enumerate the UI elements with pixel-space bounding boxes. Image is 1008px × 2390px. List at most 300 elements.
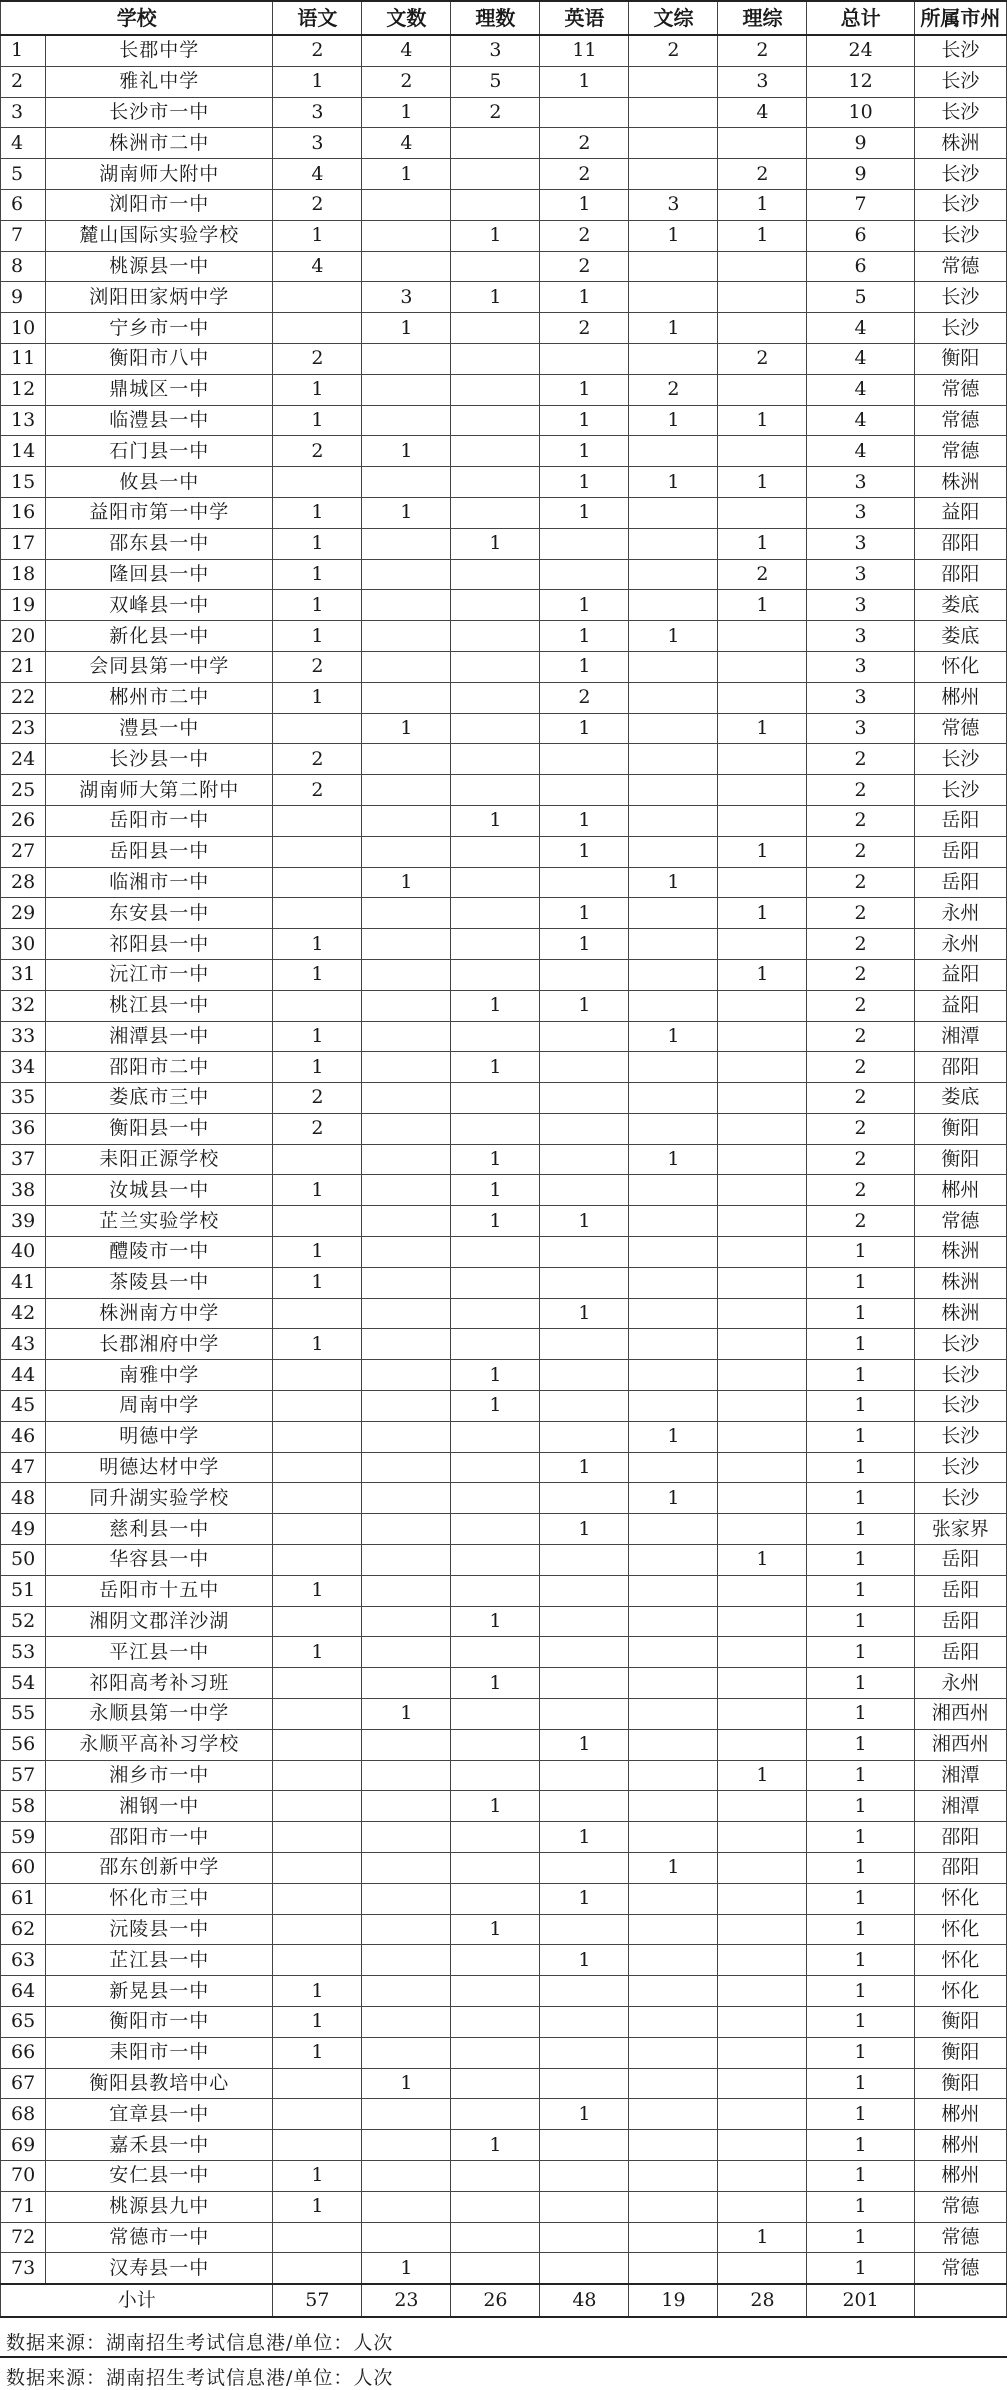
score-science-comprehensive [718,497,807,528]
score-science-comprehensive: 1 [718,528,807,559]
score-science-comprehensive [718,1452,807,1483]
score-science-math [451,1021,540,1052]
table-row [1,1545,1007,1576]
row-total: 1 [807,1237,914,1268]
score-english [540,1699,629,1730]
score-english [540,1360,629,1391]
row-total: 4 [807,313,914,344]
score-science-comprehensive [718,1206,807,1237]
score-chinese: 1 [273,590,362,621]
score-liberal-comprehensive [629,559,718,590]
score-chinese [273,1144,362,1175]
school-name: 常德市一中 [46,2222,273,2253]
row-number: 63 [1,1945,46,1976]
school-name: 芷江县一中 [46,1945,273,1976]
score-science-comprehensive [718,1237,807,1268]
score-english [540,1668,629,1699]
city-name: 怀化 [914,1976,1006,2007]
score-science-comprehensive [718,436,807,467]
city-name: 娄底 [914,590,1006,621]
score-english: 1 [540,282,629,313]
score-liberal-math [362,775,451,806]
school-name: 邵阳市二中 [46,1052,273,1083]
row-total: 2 [807,867,914,898]
score-liberal-math [362,1021,451,1052]
school-name: 邵阳市一中 [46,1822,273,1853]
score-science-comprehensive: 2 [718,35,807,66]
row-number: 71 [1,2191,46,2222]
score-english [540,1391,629,1422]
score-science-math [451,467,540,498]
school-name: 麓山国际实验学校 [46,220,273,251]
table-row [1,313,1007,344]
row-number: 56 [1,1729,46,1760]
school-name: 衡阳市一中 [46,2007,273,2038]
school-name: 醴陵市一中 [46,1237,273,1268]
row-number: 69 [1,2130,46,2161]
school-name: 岳阳市十五中 [46,1575,273,1606]
score-liberal-math [362,621,451,652]
score-science-comprehensive [718,2068,807,2099]
school-name: 岳阳市一中 [46,805,273,836]
city-name: 邵阳 [914,1853,1006,1884]
score-liberal-math [362,990,451,1021]
score-liberal-comprehensive [629,1699,718,1730]
score-chinese: 2 [273,1083,362,1114]
row-total: 3 [807,559,914,590]
score-liberal-math [362,1452,451,1483]
score-liberal-comprehensive [629,2130,718,2161]
score-liberal-comprehensive [629,2037,718,2068]
score-chinese [273,898,362,929]
subtotal-cell: 57 [273,2284,362,2317]
row-total: 1 [807,2222,914,2253]
score-liberal-math: 2 [362,66,451,97]
score-english: 1 [540,405,629,436]
school-name: 明德中学 [46,1421,273,1452]
score-liberal-math: 1 [362,313,451,344]
score-science-math [451,2007,540,2038]
score-chinese: 4 [273,251,362,282]
score-chinese: 1 [273,1267,362,1298]
score-chinese [273,990,362,1021]
score-liberal-comprehensive [629,528,718,559]
score-science-math [451,1575,540,1606]
score-chinese [273,2253,362,2284]
score-liberal-math [362,1914,451,1945]
score-science-math: 1 [451,2130,540,2161]
score-science-comprehensive [718,1329,807,1360]
score-science-math: 2 [451,97,540,128]
city-name: 衡阳 [914,2037,1006,2068]
score-chinese [273,805,362,836]
score-science-math [451,436,540,467]
score-chinese: 1 [273,1052,362,1083]
score-liberal-math: 4 [362,35,451,66]
score-liberal-comprehensive [629,1175,718,1206]
score-science-math [451,1883,540,1914]
score-science-math: 1 [451,1914,540,1945]
score-science-comprehensive [718,1052,807,1083]
row-total: 2 [807,990,914,1021]
score-science-math: 1 [451,1791,540,1822]
score-science-comprehensive [718,1699,807,1730]
table-row [1,128,1007,159]
score-liberal-math [362,1853,451,1884]
city-name: 怀化 [914,1914,1006,1945]
school-name: 南雅中学 [46,1360,273,1391]
score-science-math [451,713,540,744]
row-number: 3 [1,97,46,128]
row-number: 24 [1,744,46,775]
city-name: 邵阳 [914,1822,1006,1853]
score-liberal-math [362,898,451,929]
row-number: 59 [1,1822,46,1853]
row-total: 1 [807,1883,914,1914]
score-english: 1 [540,497,629,528]
table-row [1,97,1007,128]
table-row [1,2099,1007,2130]
score-liberal-math [362,2191,451,2222]
score-english: 1 [540,1452,629,1483]
row-total: 1 [807,1545,914,1576]
score-chinese [273,2222,362,2253]
city-name: 邵阳 [914,559,1006,590]
row-total: 6 [807,220,914,251]
score-english [540,1791,629,1822]
score-chinese: 2 [273,744,362,775]
city-name: 常德 [914,374,1006,405]
school-name: 澧县一中 [46,713,273,744]
city-name: 长沙 [914,744,1006,775]
score-liberal-math [362,1144,451,1175]
score-english [540,1175,629,1206]
school-name: 长沙县一中 [46,744,273,775]
score-english: 1 [540,1514,629,1545]
score-liberal-comprehensive: 1 [629,313,718,344]
score-science-comprehensive: 2 [718,159,807,190]
table-row [1,1822,1007,1853]
table-row [1,1883,1007,1914]
table-row [1,2068,1007,2099]
score-science-math [451,1637,540,1668]
score-chinese [273,1668,362,1699]
table-row [1,867,1007,898]
school-name: 桃源县九中 [46,2191,273,2222]
score-english: 1 [540,836,629,867]
score-english [540,1113,629,1144]
row-number: 46 [1,1421,46,1452]
score-science-math [451,744,540,775]
score-science-math: 1 [451,528,540,559]
row-total: 1 [807,1699,914,1730]
score-liberal-comprehensive: 1 [629,867,718,898]
table-row [1,621,1007,652]
table-row [1,1452,1007,1483]
row-total: 2 [807,836,914,867]
city-name: 湘西州 [914,1729,1006,1760]
score-liberal-comprehensive [629,1575,718,1606]
header-liberal-comprehensive: 文综 [629,1,718,35]
header-science-comprehensive: 理综 [718,1,807,35]
row-number: 65 [1,2007,46,2038]
score-science-comprehensive: 1 [718,898,807,929]
score-liberal-comprehensive [629,590,718,621]
table-row [1,1606,1007,1637]
score-science-comprehensive [718,682,807,713]
table-row [1,1791,1007,1822]
row-number: 36 [1,1113,46,1144]
table-row [1,1175,1007,1206]
table-row [1,1083,1007,1114]
score-chinese [273,1391,362,1422]
row-number: 8 [1,251,46,282]
score-english [540,97,629,128]
city-name: 益阳 [914,497,1006,528]
city-name: 张家界 [914,1514,1006,1545]
city-name: 娄底 [914,1083,1006,1114]
score-chinese: 2 [273,189,362,220]
score-science-comprehensive: 1 [718,836,807,867]
row-total: 1 [807,2191,914,2222]
school-name: 湖南师大附中 [46,159,273,190]
score-liberal-math [362,1052,451,1083]
score-science-math [451,1545,540,1576]
city-name: 常德 [914,2222,1006,2253]
school-name: 双峰县一中 [46,590,273,621]
score-science-comprehensive [718,805,807,836]
city-name: 长沙 [914,1421,1006,1452]
score-liberal-math: 1 [362,436,451,467]
score-chinese [273,467,362,498]
score-science-comprehensive [718,1945,807,1976]
score-liberal-comprehensive [629,1729,718,1760]
score-english: 2 [540,682,629,713]
row-total: 4 [807,374,914,405]
table-row [1,959,1007,990]
score-science-comprehensive [718,1267,807,1298]
row-number: 11 [1,343,46,374]
score-chinese [273,1483,362,1514]
city-name: 长沙 [914,282,1006,313]
row-number: 31 [1,959,46,990]
row-number: 16 [1,497,46,528]
table-row [1,1206,1007,1237]
score-chinese: 2 [273,1113,362,1144]
table-row [1,2037,1007,2068]
score-liberal-math [362,467,451,498]
score-english: 1 [540,1206,629,1237]
score-liberal-math [362,1791,451,1822]
score-science-comprehensive [718,313,807,344]
score-science-math [451,2253,540,2284]
score-chinese: 1 [273,2191,362,2222]
row-number: 62 [1,1914,46,1945]
score-chinese: 1 [273,559,362,590]
score-liberal-comprehensive [629,1452,718,1483]
row-total: 3 [807,651,914,682]
table-row [1,1637,1007,1668]
row-number: 17 [1,528,46,559]
row-total: 2 [807,959,914,990]
score-liberal-comprehensive [629,1822,718,1853]
table-row [1,497,1007,528]
city-name: 岳阳 [914,805,1006,836]
score-chinese: 1 [273,374,362,405]
subtotal-cell: 19 [629,2284,718,2317]
row-number: 33 [1,1021,46,1052]
score-liberal-math [362,805,451,836]
score-liberal-comprehensive [629,343,718,374]
school-name: 芷兰实验学校 [46,1206,273,1237]
score-liberal-math [362,2130,451,2161]
score-english [540,1575,629,1606]
score-liberal-math [362,1976,451,2007]
table-row [1,1914,1007,1945]
score-chinese: 2 [273,35,362,66]
score-english: 1 [540,1822,629,1853]
score-liberal-comprehensive: 1 [629,621,718,652]
score-liberal-comprehensive [629,436,718,467]
score-english: 1 [540,2099,629,2130]
subtotal-cell: 28 [718,2284,807,2317]
score-science-comprehensive [718,1976,807,2007]
table-row [1,559,1007,590]
school-name: 长郡湘府中学 [46,1329,273,1360]
city-name: 长沙 [914,1329,1006,1360]
header-school: 学校 [1,1,273,35]
city-name: 长沙 [914,1452,1006,1483]
score-science-comprehensive [718,2037,807,2068]
city-name: 湘潭 [914,1021,1006,1052]
score-liberal-comprehensive [629,990,718,1021]
row-total: 1 [807,1421,914,1452]
score-chinese [273,2130,362,2161]
score-chinese: 1 [273,528,362,559]
table-row [1,1853,1007,1884]
city-name: 常德 [914,2191,1006,2222]
city-name: 衡阳 [914,1113,1006,1144]
row-number: 30 [1,929,46,960]
score-liberal-math [362,559,451,590]
city-name: 株洲 [914,1237,1006,1268]
city-name: 怀化 [914,651,1006,682]
score-liberal-comprehensive [629,1052,718,1083]
score-liberal-math [362,959,451,990]
row-number: 12 [1,374,46,405]
table-row [1,1052,1007,1083]
city-name: 长沙 [914,189,1006,220]
score-science-math [451,343,540,374]
city-name: 岳阳 [914,1637,1006,1668]
row-number: 7 [1,220,46,251]
score-chinese: 1 [273,405,362,436]
school-name: 邵东县一中 [46,528,273,559]
score-science-math [451,621,540,652]
score-liberal-math [362,1760,451,1791]
score-liberal-math [362,1545,451,1576]
score-science-comprehensive [718,2130,807,2161]
score-science-math [451,1729,540,1760]
score-chinese: 2 [273,651,362,682]
city-name: 湘潭 [914,1760,1006,1791]
score-science-comprehensive [718,251,807,282]
score-english [540,1760,629,1791]
table-row [1,1298,1007,1329]
score-science-math [451,1298,540,1329]
score-liberal-math [362,651,451,682]
score-science-math: 1 [451,1360,540,1391]
score-chinese [273,1883,362,1914]
score-liberal-math [362,1175,451,1206]
table-row [1,682,1007,713]
row-total: 3 [807,590,914,621]
score-liberal-math [362,189,451,220]
score-liberal-comprehensive [629,97,718,128]
school-name: 衡阳市八中 [46,343,273,374]
city-name: 衡阳 [914,2068,1006,2099]
score-liberal-math [362,929,451,960]
city-name: 岳阳 [914,1545,1006,1576]
table-row [1,775,1007,806]
score-english: 1 [540,436,629,467]
score-liberal-comprehensive [629,1267,718,1298]
row-total: 2 [807,898,914,929]
subtotal-cell: 48 [540,2284,629,2317]
school-name: 平江县一中 [46,1637,273,1668]
row-total: 4 [807,405,914,436]
score-science-comprehensive [718,651,807,682]
subtotal-cell: 26 [451,2284,540,2317]
score-english: 1 [540,374,629,405]
row-number: 53 [1,1637,46,1668]
score-english: 1 [540,1729,629,1760]
score-english: 2 [540,251,629,282]
score-liberal-comprehensive [629,1514,718,1545]
score-english: 2 [540,159,629,190]
table-row [1,651,1007,682]
score-science-comprehensive [718,929,807,960]
row-number: 54 [1,1668,46,1699]
score-science-comprehensive [718,744,807,775]
score-liberal-comprehensive: 1 [629,1421,718,1452]
score-science-math [451,1976,540,2007]
row-total: 1 [807,1329,914,1360]
table-row [1,35,1007,66]
score-science-comprehensive [718,1914,807,1945]
score-science-comprehensive: 1 [718,590,807,621]
row-number: 20 [1,621,46,652]
row-number: 27 [1,836,46,867]
score-liberal-math [362,1329,451,1360]
score-liberal-math [362,1822,451,1853]
school-name: 华容县一中 [46,1545,273,1576]
table-row [1,467,1007,498]
school-name: 娄底市三中 [46,1083,273,1114]
score-chinese: 1 [273,2037,362,2068]
score-chinese [273,1452,362,1483]
city-name: 怀化 [914,1945,1006,1976]
table-row [1,159,1007,190]
score-science-comprehensive [718,1421,807,1452]
row-total: 1 [807,1483,914,1514]
score-chinese: 2 [273,436,362,467]
row-total: 1 [807,1575,914,1606]
school-name: 茶陵县一中 [46,1267,273,1298]
table-row [1,66,1007,97]
score-chinese [273,713,362,744]
score-science-math [451,497,540,528]
